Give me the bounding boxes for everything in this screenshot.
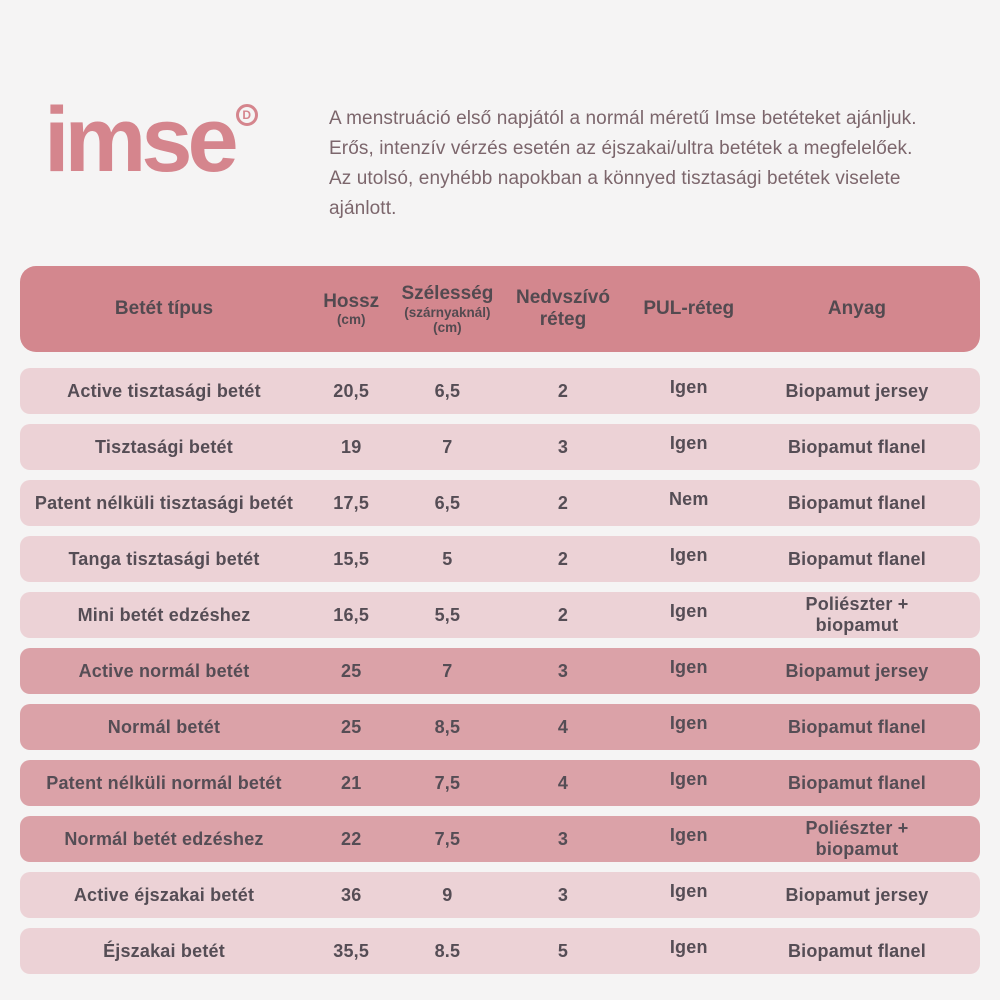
intro-line-2: Erős, intenzív vérzés esetén az éjszakai/ultra betétek a megfelelőek.	[329, 138, 913, 160]
cell-betet-tipus: Tisztasági betét	[95, 436, 233, 457]
column-sublabel: (cm)	[433, 319, 462, 335]
trademark-letter: D	[242, 108, 252, 122]
cell-betet-tipus: Normál betét edzéshez	[64, 828, 264, 849]
cell-anyag: Biopamut flanel	[787, 772, 926, 793]
column-header-betet-tipus	[20, 298, 308, 320]
cell-hossz: 36	[340, 884, 362, 905]
cell-hossz: 16,5	[333, 604, 370, 625]
cell-pul-reteg: Igen	[669, 600, 708, 621]
intro-line-3: Az utolsó, enyhébb napokban a könnyed tisztasági betétek viselete ajánlott.	[329, 168, 901, 220]
table-row	[20, 536, 980, 582]
table-row	[20, 368, 980, 414]
cell-betet-tipus: Mini betét edzéshez	[77, 604, 251, 625]
table-row	[20, 704, 980, 750]
cell-nedvszivo-reteg: 4	[557, 772, 569, 793]
cell-pul-reteg: Igen	[669, 824, 708, 845]
cell-szelesseg: 8,5	[434, 716, 461, 737]
cell-szelesseg: 7,5	[434, 828, 461, 849]
cell-betet-tipus: Active normál betét	[78, 660, 250, 681]
cell-hossz: 17,5	[333, 492, 370, 513]
intro-line-1: A menstruáció első napjától a normál méretű Imse betéteket ajánljuk.	[329, 108, 917, 129]
column-header-anyag	[764, 298, 980, 320]
cell-szelesseg: 7	[442, 660, 453, 681]
cell-szelesseg: 5,5	[434, 604, 461, 625]
cell-betet-tipus: Éjszakai betét	[103, 940, 225, 961]
cell-nedvszivo-reteg: 3	[557, 828, 569, 849]
cell-nedvszivo-reteg: 3	[557, 436, 569, 457]
cell-szelesseg: 7	[442, 436, 453, 457]
cell-pul-reteg: Igen	[669, 432, 708, 453]
column-sublabel: (cm)	[336, 312, 366, 328]
cell-hossz: 21	[340, 772, 362, 793]
cell-nedvszivo-reteg: 2	[557, 492, 569, 513]
cell-hossz: 25	[340, 660, 362, 681]
cell-pul-reteg: Igen	[669, 712, 708, 733]
cell-betet-tipus: Active éjszakai betét	[73, 884, 255, 905]
cell-anyag: Poliészter + biopamut	[805, 818, 909, 860]
cell-hossz: 22	[340, 828, 362, 849]
table-row	[20, 592, 980, 638]
column-label: PUL-réteg	[643, 298, 735, 320]
cell-betet-tipus: Tanga tisztasági betét	[68, 548, 260, 569]
column-header-pul-reteg	[630, 298, 764, 320]
table-row	[20, 928, 980, 974]
cell-szelesseg: 9	[442, 884, 453, 905]
cell-anyag: Biopamut flanel	[787, 940, 926, 961]
cell-anyag: Biopamut jersey	[785, 380, 929, 401]
table-row	[20, 760, 980, 806]
column-label: Nedvszívó réteg	[515, 287, 610, 331]
column-sublabel: (szárnyaknál)	[404, 304, 491, 320]
table-row	[20, 816, 980, 862]
cell-szelesseg: 5	[442, 548, 453, 569]
cell-nedvszivo-reteg: 5	[557, 940, 569, 961]
table-row	[20, 872, 980, 918]
cell-anyag: Biopamut jersey	[785, 660, 929, 681]
column-header-szelesseg	[394, 283, 514, 335]
cell-nedvszivo-reteg: 4	[557, 716, 569, 737]
cell-szelesseg: 6,5	[434, 492, 461, 513]
imse-logo	[44, 89, 279, 191]
cell-szelesseg: 8.5	[434, 940, 461, 961]
cell-anyag: Biopamut flanel	[787, 716, 926, 737]
cell-anyag: Biopamut flanel	[787, 548, 926, 569]
cell-hossz: 15,5	[333, 548, 370, 569]
header	[0, 0, 1000, 224]
table-row	[20, 648, 980, 694]
table-body	[20, 368, 980, 974]
column-header-hossz	[308, 291, 394, 328]
intro-text	[329, 98, 960, 224]
cell-nedvszivo-reteg: 3	[557, 884, 569, 905]
column-header-nedvszivo-reteg	[514, 287, 629, 331]
table-row	[20, 424, 980, 470]
cell-anyag: Biopamut flanel	[787, 492, 926, 513]
table-header-row	[20, 266, 980, 352]
cell-betet-tipus: Patent nélküli normál betét	[46, 772, 282, 793]
cell-pul-reteg: Igen	[669, 376, 708, 397]
cell-hossz: 35,5	[333, 940, 370, 961]
cell-anyag: Biopamut jersey	[785, 884, 929, 905]
pads-comparison-table	[20, 266, 980, 974]
cell-anyag: Biopamut flanel	[787, 436, 926, 457]
trademark-icon	[236, 104, 258, 126]
cell-pul-reteg: Igen	[669, 656, 708, 677]
cell-hossz: 25	[340, 716, 362, 737]
column-label: Anyag	[827, 298, 886, 320]
logo-text: imse	[44, 89, 234, 191]
cell-betet-tipus: Normál betét	[107, 716, 221, 737]
cell-nedvszivo-reteg: 2	[557, 604, 569, 625]
table-row	[20, 480, 980, 526]
cell-nedvszivo-reteg: 2	[557, 380, 569, 401]
column-label: Szélesség	[401, 283, 494, 305]
cell-pul-reteg: Igen	[669, 768, 708, 789]
cell-szelesseg: 6,5	[434, 380, 461, 401]
cell-pul-reteg: Nem	[668, 488, 709, 509]
column-label: Hossz	[323, 290, 380, 312]
cell-hossz: 20,5	[333, 380, 370, 401]
cell-szelesseg: 7,5	[434, 772, 461, 793]
cell-hossz: 19	[340, 436, 362, 457]
cell-betet-tipus: Active tisztasági betét	[67, 380, 261, 401]
cell-betet-tipus: Patent nélküli tisztasági betét	[34, 492, 294, 513]
column-label: Betét típus	[114, 298, 214, 320]
cell-nedvszivo-reteg: 2	[557, 548, 569, 569]
cell-pul-reteg: Igen	[669, 544, 708, 565]
cell-pul-reteg: Igen	[669, 936, 708, 957]
cell-nedvszivo-reteg: 3	[557, 660, 569, 681]
cell-pul-reteg: Igen	[669, 880, 708, 901]
cell-anyag: Poliészter + biopamut	[805, 594, 909, 636]
